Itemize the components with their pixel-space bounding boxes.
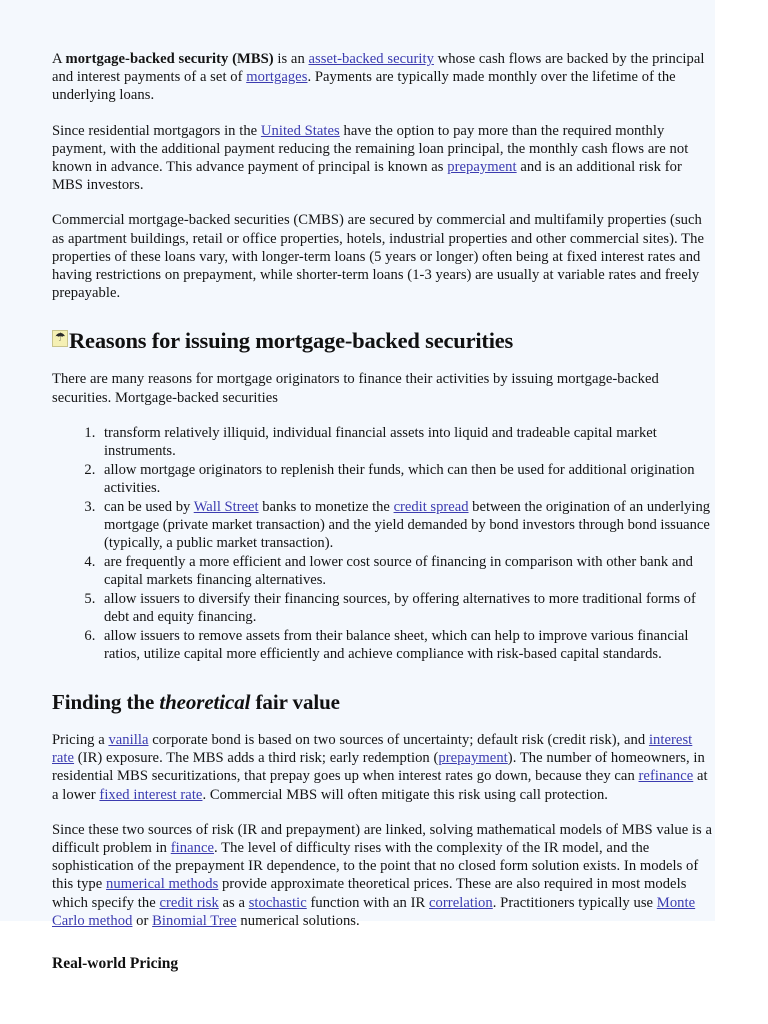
text-fragment: . Commercial MBS will often mitigate this risk using call protection.: [202, 786, 609, 803]
list-item: [99, 498, 712, 553]
text-fragment: Pricing a: [52, 731, 109, 748]
link-stochastic[interactable]: stochastic: [248, 894, 307, 911]
text-fragment: function with an IR: [306, 894, 429, 911]
list-item: 6. allow issuers to remove assets from their balance sheet, which can help to improve various financial ratios, utilize capital more efficiently and achieve compliance with risk-based capital standards.: [99, 627, 712, 663]
text-fragment: whose cash flows are backed by the principal and interest payments of a set of: [52, 51, 705, 86]
paragraph-definition: [52, 50, 712, 105]
text-fragment: is an: [273, 51, 309, 67]
text-fragment: have the option to pay more than the required monthly payment, with the additional payment reducing the remaining loan principal, the monthly cash flows are not known in advance. This advance payment of principal is known as: [52, 122, 689, 176]
link-wall-street[interactable]: Wall Street: [193, 498, 259, 515]
link-vanilla[interactable]: vanilla: [108, 731, 149, 748]
list-item: 1. transform relatively illiquid, individual financial assets into liquid and tradeable capital market instruments.: [99, 424, 712, 460]
section-heading-fair-value: [52, 690, 712, 715]
paragraph-cmbs: Commercial mortgage-backed securities (CMBS) are secured by commercial and multifamily properties (such as apartment buildings, retail or office properties, hotels, industrial properties and other commercial sites). The properties of these loans vary, with longer-term loans (5 years or longer) often being at fixed interest rates and having restrictions on prepayment, while shorter-term loans (1-3 years) are usually at variable rates and freely prepayable.: [52, 212, 705, 302]
text-fragment: A: [52, 51, 66, 67]
link-finance[interactable]: finance: [170, 840, 215, 856]
text-fragment: Since these two sources of risk (IR and prepayment) are linked, solving mathematical models of MBS value is a difficult problem in: [52, 821, 712, 856]
text-fragment: corporate bond is based on two sources of uncertainty; default risk (credit risk), and: [148, 731, 649, 748]
link-binomial-tree[interactable]: Binomial Tree: [152, 912, 237, 929]
list-item: 4. are frequently a more efficient and lower cost source of financing in comparison with other bank and capital markets financing alternatives.: [99, 553, 712, 589]
subsection-heading-real-world-pricing: Real-world Pricing: [52, 955, 179, 973]
paragraph-numerical-methods: [52, 821, 712, 930]
text-fragment: . Practitioners typically use: [492, 894, 657, 911]
link-interest-rate[interactable]: interest rate: [52, 731, 693, 767]
heading-part-1: Finding the: [52, 689, 160, 714]
text-fragment: can be used by: [104, 498, 194, 515]
heading-emphasis: theoretical: [159, 689, 251, 714]
text-fragment: at a lower: [52, 768, 708, 803]
list-item: 5. allow issuers to diversify their financing sources, by offering alternatives to more traditional forms of debt and equity financing.: [99, 590, 712, 626]
text-fragment: banks to monetize the: [258, 498, 394, 515]
text-fragment: as a: [218, 894, 249, 911]
link-prepayment[interactable]: prepayment: [447, 159, 517, 176]
paragraph-reasons-intro: There are many reasons for mortgage originators to finance their activities by issuing mortgage-backed securities. Mortgage-backed securities: [52, 371, 659, 406]
link-mortgages[interactable]: mortgages: [246, 69, 308, 86]
text-fragment: Since residential mortgagors in the: [52, 122, 261, 139]
section-heading-reasons: [52, 328, 712, 354]
link-fixed-interest-rate[interactable]: fixed interest rate: [99, 786, 203, 803]
heading-part-2: fair value: [250, 689, 340, 714]
link-credit-spread[interactable]: credit spread: [393, 498, 469, 515]
link-refinance[interactable]: refinance: [638, 768, 694, 785]
edit-section-icon[interactable]: ☂: [52, 330, 68, 347]
text-fragment: ). The number of homeowners, in residential MBS securitizations, that prepay goes up when interest rates go down, because they can: [52, 750, 705, 785]
article-content: [52, 50, 712, 979]
link-prepayment-2[interactable]: prepayment: [438, 750, 508, 767]
text-fragment: . Payments are typically made monthly over the lifetime of the underlying loans.: [52, 69, 676, 104]
section-heading-text: Reasons for issuing mortgage-backed securities: [69, 328, 514, 354]
link-monte-carlo-method[interactable]: Monte Carlo method: [52, 894, 696, 929]
paragraph-prepayment: [52, 122, 712, 195]
list-item: 2. allow mortgage originators to replenish their funds, which can then be used for additional origination activities.: [99, 461, 712, 497]
text-fragment: between the origination of an underlying mortgage (private market transaction) and the yield demanded by bond investors through bond issuance (typically, a public market transaction).: [104, 498, 711, 552]
link-asset-backed-security[interactable]: asset-backed security: [308, 51, 434, 67]
link-credit-risk[interactable]: credit risk: [159, 894, 219, 911]
link-correlation[interactable]: correlation: [429, 894, 493, 911]
link-numerical-methods[interactable]: numerical methods: [106, 876, 219, 893]
text-fragment: and is an additional risk for MBS investors.: [52, 159, 682, 194]
text-fragment: (IR) exposure. The MBS adds a third risk; early redemption (: [74, 750, 439, 767]
text-fragment: numerical solutions.: [236, 912, 360, 929]
reasons-list: [52, 424, 712, 663]
link-united-states[interactable]: United States: [260, 122, 340, 139]
text-fragment: . The level of difficulty rises with the complexity of the IR model, and the sophistication of the prepayment IR dependence, to the point that no closed form solution exists. In models of this type: [52, 840, 699, 893]
paragraph-pricing: [52, 731, 712, 804]
term-mbs: mortgage-backed security (MBS): [65, 51, 274, 67]
text-fragment: or: [132, 912, 153, 929]
text-fragment: provide approximate theoretical prices. These are also required in most models which specify the: [52, 876, 687, 911]
